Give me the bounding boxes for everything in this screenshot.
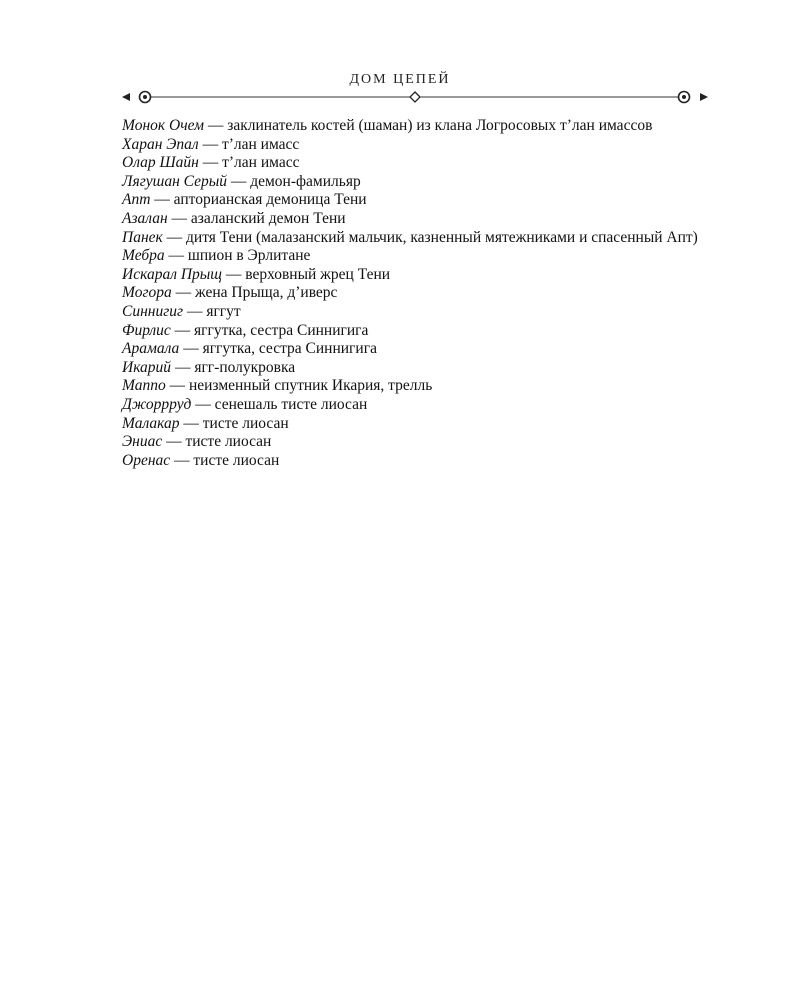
character-name: Могора <box>122 284 172 302</box>
character-name: Монок Очем <box>122 117 204 134</box>
character-description: т’лан имасс <box>221 135 300 153</box>
entry-separator: — <box>179 414 203 432</box>
character-name: Олар Шайн <box>122 154 199 172</box>
right-ornament-icon <box>679 92 709 103</box>
character-name: Икарий <box>122 358 172 376</box>
character-description: шпион в Эрлитане <box>187 247 311 265</box>
list-item <box>122 340 712 359</box>
character-description: жена Прыща, д’иверс <box>195 284 338 302</box>
entry-separator: — <box>226 172 251 190</box>
character-name: Панек <box>122 228 163 246</box>
character-name: Малакар <box>122 414 180 432</box>
list-item <box>122 229 712 248</box>
character-name: Фирлис <box>122 321 171 339</box>
entry-separator: — <box>170 451 194 469</box>
list-item <box>122 173 712 192</box>
character-name: Харан Эпал <box>122 135 199 153</box>
list-item <box>122 322 712 341</box>
list-item <box>122 377 712 396</box>
entry-separator: — <box>165 377 189 395</box>
list-item <box>122 191 712 210</box>
entry-separator: — <box>150 191 174 209</box>
character-name: Арамала <box>122 340 180 358</box>
list-item <box>122 284 712 303</box>
character-description: ягг-полукровка <box>194 358 296 376</box>
list-item <box>122 136 712 155</box>
character-description: апторианская демоница Тени <box>173 191 367 209</box>
list-item <box>122 452 712 471</box>
left-ornament-icon <box>122 92 151 103</box>
character-name: Мебра <box>122 247 165 265</box>
list-item <box>122 117 712 136</box>
entry-separator: — <box>164 247 188 265</box>
character-description: т’лан имасс <box>222 154 300 172</box>
list-item <box>122 210 712 229</box>
character-description: яггутка, сестра Синнигига <box>202 340 377 358</box>
character-description: верховный жрец Тени <box>245 265 391 283</box>
entry-separator: — <box>191 395 215 413</box>
character-name: Эниас <box>122 433 163 451</box>
entry-separator: — <box>167 209 191 227</box>
entry-separator: — <box>198 135 222 153</box>
entry-separator: — <box>183 302 207 320</box>
entry-separator: — <box>171 284 195 302</box>
character-description: яггутка, сестра Синнигига <box>194 321 369 339</box>
character-description: сенешаль тисте лиосан <box>214 395 368 413</box>
list-item <box>122 415 712 434</box>
entry-separator: — <box>162 433 186 451</box>
entry-separator: — <box>170 321 195 339</box>
entry-separator: — <box>203 117 228 134</box>
entry-separator: — <box>179 340 203 358</box>
character-description: тисте лиосан <box>185 433 272 451</box>
center-diamond-icon <box>410 92 420 102</box>
character-description: заклинатель костей (шаман) из клана Логросовых т’лан имассов <box>227 117 653 134</box>
character-description: азаланский демон Тени <box>190 209 346 227</box>
character-name: Лягушан Серый <box>122 172 227 190</box>
list-item <box>122 303 712 322</box>
character-name: Оренас <box>122 451 171 469</box>
character-description: тисте лиосан <box>193 451 280 469</box>
list-item <box>122 433 712 452</box>
character-description: тисте лиосан <box>202 414 289 432</box>
list-item <box>122 396 712 415</box>
character-list <box>122 117 712 470</box>
character-name: Азалан <box>122 209 168 227</box>
character-description: демон-фамильяр <box>250 172 361 190</box>
character-description: яггут <box>206 302 241 320</box>
list-item <box>122 154 712 173</box>
character-description: неизменный спутник Икария, трелль <box>188 377 433 395</box>
header-ornament-rule <box>120 86 710 108</box>
character-description: дитя Тени (малазанский мальчик, казненный мятежниками и спасенный Апт) <box>186 228 698 246</box>
entry-separator: — <box>221 265 246 283</box>
list-item <box>122 266 712 285</box>
character-name: Синнигиг <box>122 302 184 320</box>
entry-separator: — <box>162 228 187 246</box>
character-name: Джоррруд <box>122 395 192 413</box>
character-name: Искарал Прыщ <box>122 265 222 283</box>
entry-separator: — <box>198 154 223 172</box>
character-name: Апт <box>122 191 151 209</box>
list-item <box>122 359 712 378</box>
list-item <box>122 247 712 266</box>
running-title: ДОМ ЦЕПЕЙ <box>349 72 451 87</box>
character-name: Маппо <box>122 377 166 395</box>
entry-separator: — <box>171 358 195 376</box>
